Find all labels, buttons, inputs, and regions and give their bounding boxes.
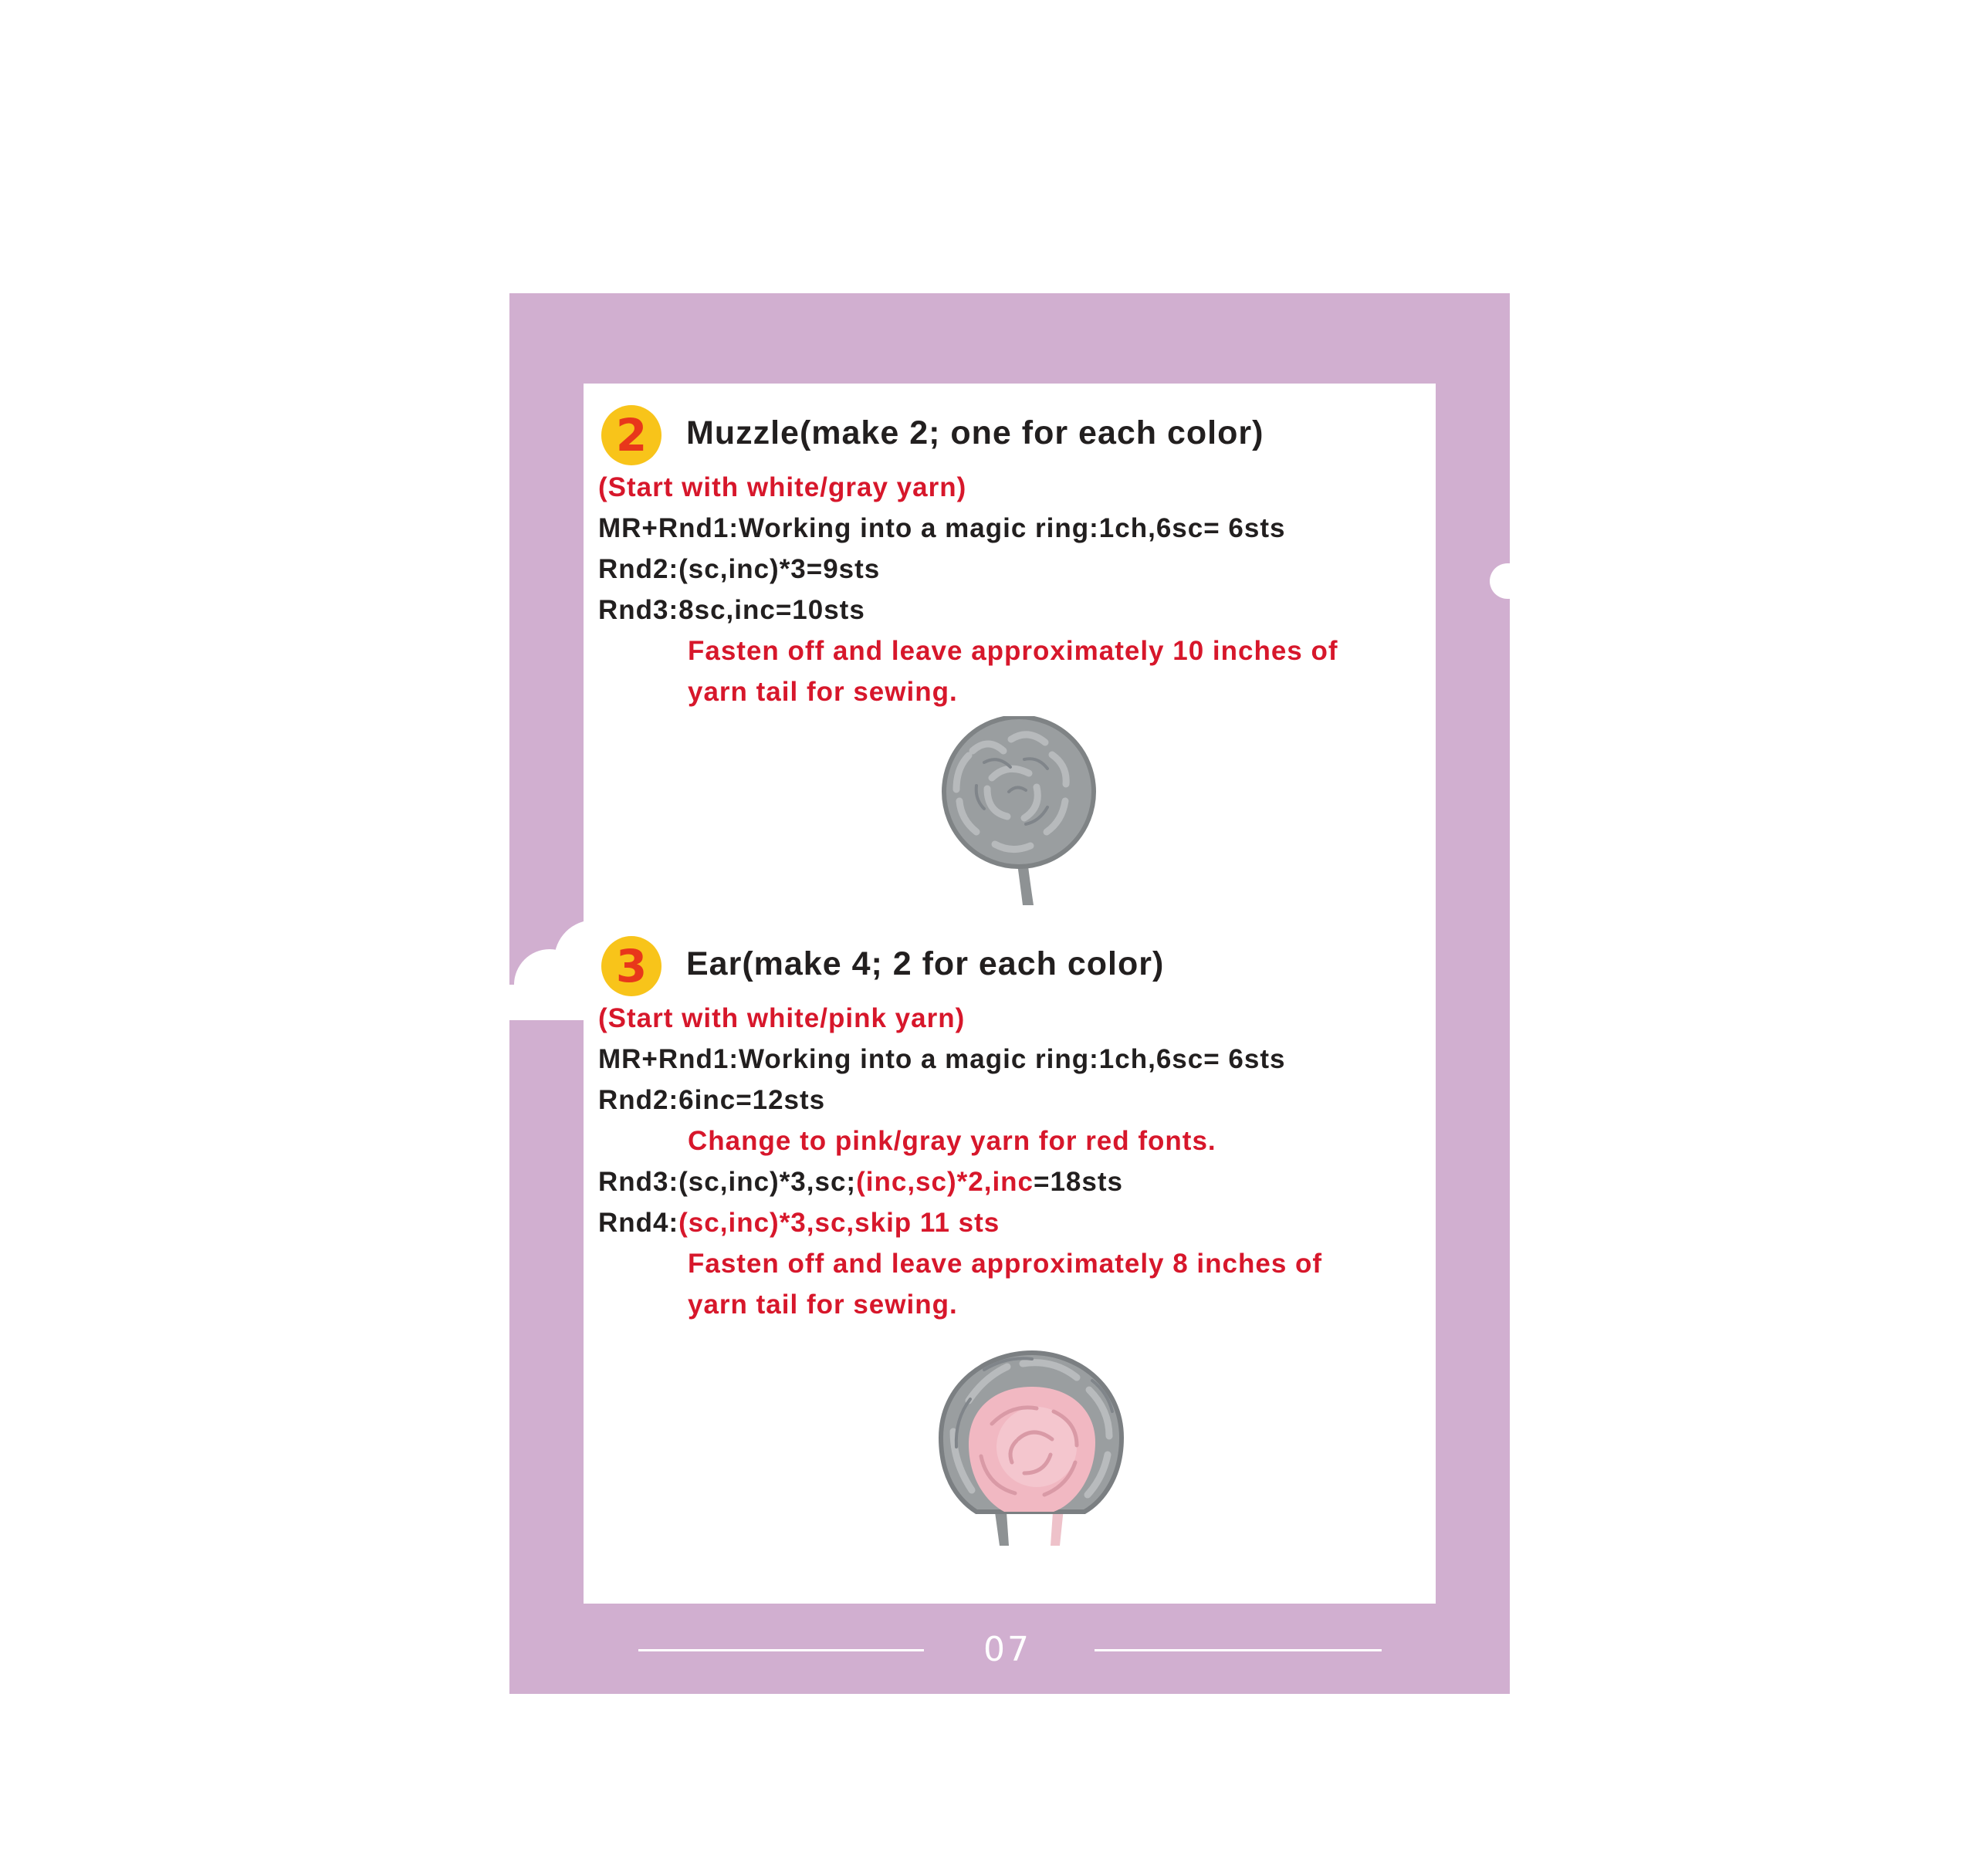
ear-round-1: MR+Rnd1:Working into a magic ring:1ch,6sc= 6sts: [598, 1044, 1286, 1074]
ear-round-4-prefix: Rnd4:: [598, 1208, 679, 1238]
muzzle-image: [938, 716, 1104, 905]
ear-start-note: (Start with white/pink yarn): [598, 1003, 966, 1033]
page-number: 07: [983, 1630, 1031, 1669]
ear-round-4-red-part: (sc,inc)*3,sc,skip 11 sts: [678, 1208, 1000, 1238]
muzzle-section: [598, 405, 1432, 712]
ear-header: [598, 936, 1432, 998]
step-number-badge: 3: [601, 936, 661, 996]
ear-round-3-prefix: Rnd3:(sc,inc)*3,sc;: [598, 1167, 857, 1197]
step-number-badge: 2: [601, 405, 661, 465]
ear-round-2: Rnd2:6inc=12sts: [598, 1085, 826, 1115]
ear-round-4: [598, 1202, 1432, 1243]
muzzle-title: Muzzle(make 2; one for each color): [686, 414, 1264, 451]
ear-finish-note-line-2: yarn tail for sewing.: [688, 1290, 958, 1320]
muzzle-start-note: (Start with white/gray yarn): [598, 472, 967, 502]
ear-title: Ear(make 4; 2 for each color): [686, 945, 1165, 982]
footer-rule-left: [638, 1649, 924, 1651]
muzzle-round-3: Rnd3:8sc,inc=10sts: [598, 595, 865, 625]
muzzle-round-2: Rnd2:(sc,inc)*3=9sts: [598, 554, 881, 584]
ear-image: [938, 1347, 1127, 1547]
ear-finish-note-line-1: Fasten off and leave approximately 8 inches of: [688, 1249, 1323, 1279]
ear-round-3-suffix: =18sts: [1034, 1167, 1123, 1197]
muzzle-finish-note-line-1: Fasten off and leave approximately 10 inches of: [688, 636, 1338, 666]
footer-rule-right: [1095, 1649, 1382, 1651]
tab-notch: [1490, 563, 1536, 599]
muzzle-round-1: MR+Rnd1:Working into a magic ring:1ch,6sc= 6sts: [598, 513, 1286, 543]
ear-round-3-red-part: (inc,sc)*2,inc: [856, 1167, 1034, 1197]
muzzle-finish-note-line-2: yarn tail for sewing.: [688, 677, 958, 707]
ear-change-note: Change to pink/gray yarn for red fonts.: [688, 1126, 1216, 1156]
ear-section: [598, 936, 1432, 1325]
ear-round-3: [598, 1161, 1432, 1202]
muzzle-header: [598, 405, 1432, 467]
